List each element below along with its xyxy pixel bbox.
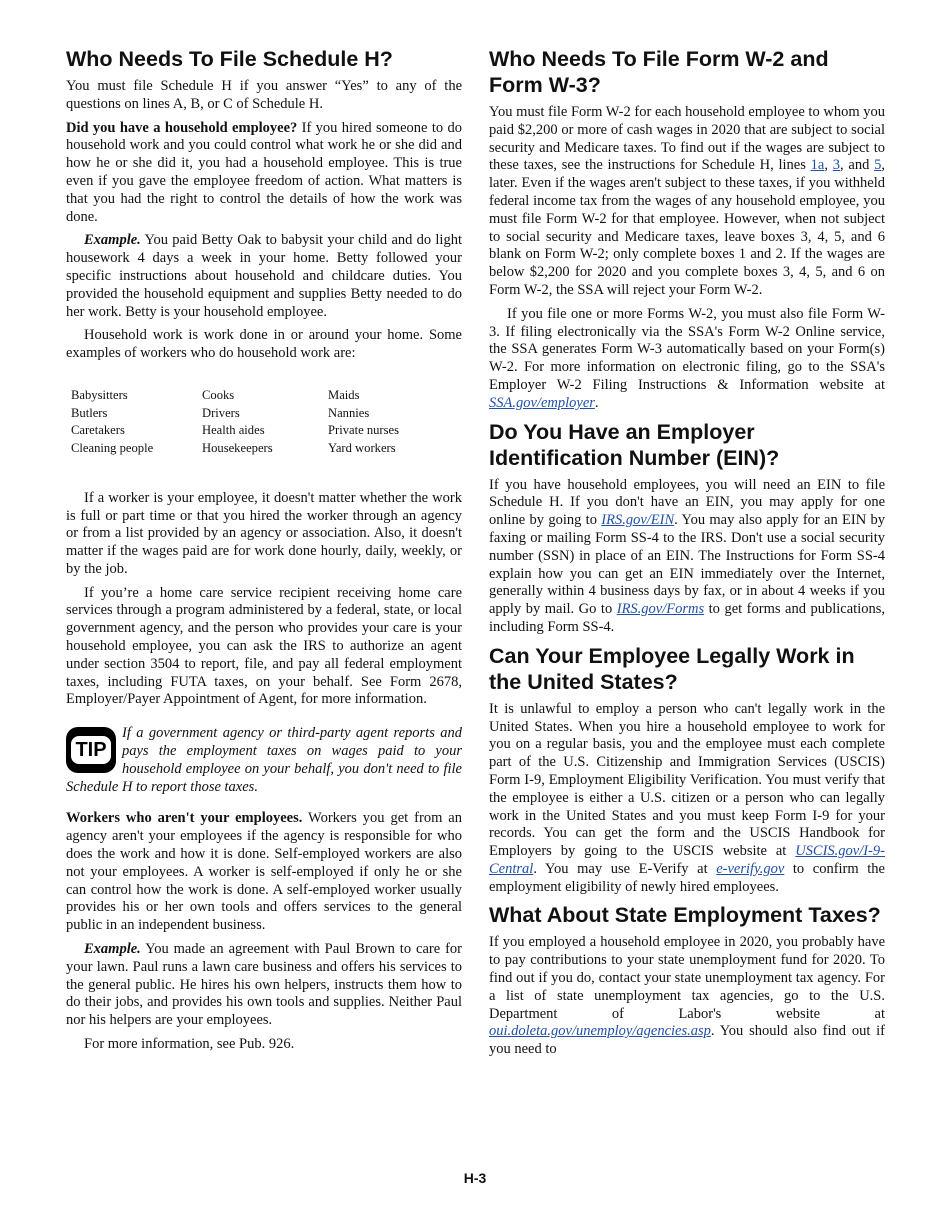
text-run: to confirm the employment eligibility of newly hired employees. xyxy=(489,860,885,895)
text-run: If you file one or more Forms W-2, you must also file Form W-3. If filing electronically via the SSA's Form W-2 Online service, the SSA generates Form W-3 automatically based on your Form(s) W-2. For more information on electronic filing, go to the SSA's Employer W-2 Filing Instructions & Information website at xyxy=(489,305,885,393)
table-row xyxy=(66,424,399,442)
table-cell: Cooks xyxy=(202,387,235,402)
link-ssa-employer[interactable]: SSA.gov/employer xyxy=(489,394,595,411)
text-run: If you have household employees, you will need an EIN to file Schedule H. If you don't have an EIN, you may apply for one online by going to xyxy=(489,476,885,529)
heading-who-needs-schedule-h: Who Needs To File Schedule H? xyxy=(66,47,393,71)
text-run: to get forms and publications, including Form SS-4. xyxy=(489,601,885,635)
table-cell: Caretakers xyxy=(71,423,125,438)
example-text: You paid Betty Oak to babysit your child and do light housework 4 days a week in your home. Betty followed your specific instructions about household and childcare duties. You provided the household equipment and supplies Betty needed to do her work. Betty is your household employee. xyxy=(66,232,462,320)
heading-w2-w3: Who Needs To File Form W-2 and Form W-3? xyxy=(489,47,829,97)
heading-state-taxes: What About State Employment Taxes? xyxy=(489,903,881,928)
link-line-3[interactable]: 3 xyxy=(832,157,840,174)
table-cell: Maids xyxy=(328,387,360,402)
paragraph-text: If you hired someone to do household work and you could control what work he or she did and how he or she did it, you had a household employee. This is true even if you gave the employee freedom of action. What matters is that you had the right to control the details of how the work was done. xyxy=(66,119,462,225)
table-row xyxy=(66,407,399,425)
table-cell: Drivers xyxy=(202,405,240,420)
text-run: , xyxy=(824,157,833,174)
paragraph-more-info: For more information, see Pub. 926. xyxy=(84,1036,295,1053)
link-irs-ein[interactable]: IRS.gov/EIN xyxy=(601,512,675,529)
page-number: H-3 xyxy=(463,1170,487,1186)
example-text: You made an agreement with Paul Brown to care for your lawn. Paul runs a lawn care business and offers his services to the general public. He hires his own helpers, instructs them how to do their jobs, and provides his own tools and supplies. Neither Paul nor his helpers are your employees. xyxy=(66,941,462,1029)
text-run: , later. Even if the wages aren't subject to these taxes, if you withheld federal income tax from the wages of any household employee, you must file Form W-2 for that employee. However, when not subject to social security and Medicare taxes, leave boxes 3, 4, 5, and 6 blank on Form W-2; only complete boxes 1 and 2. If the wages are below $2,200 for 2020 and you complete boxes 3, 4, 5, and 6 on Form W-2, the SSA will reject your Form W-2. xyxy=(489,157,885,298)
table-cell: Private nurses xyxy=(328,423,399,438)
paragraph-household-work: Household work is work done in or around your home. Some examples of workers who do household work are: xyxy=(66,327,462,362)
paragraph-must-file: You must file Schedule H if you answer “Yes” to any of the questions on lines A, B, or C of Schedule H. xyxy=(66,78,462,112)
left-column xyxy=(66,46,462,1060)
text-run: If you employed a household employee in 2020, you probably have to pay contributions to your state unemployment fund for 2020. To find out if you do, contact your state unemployment tax agency. For a list of state unemployment tax agencies, go to the U.S. Department of Labor's website at xyxy=(489,934,885,1022)
table-cell: Health aides xyxy=(202,423,265,438)
text-run: You must file Form W-2 for each household employee to whom you paid $2,200 or more of cash wages in 2020 that are subject to social security and Medicare taxes. To find out if the wages are subject to these taxes, see the instructions for Schedule H, lines xyxy=(489,104,885,174)
heading-legally-work: Can Your Employee Legally Work in the United States? xyxy=(489,643,855,694)
tip-text: If a government agency or third-party agent reports and pays the employment taxes on wages paid to your household employee on your behalf, you don't need to file Schedule H to report those taxes. xyxy=(66,725,462,795)
text-run: . You should also find out if you need to xyxy=(489,1023,885,1058)
run-in-heading: Did you have a household employee? xyxy=(66,119,298,136)
link-line-1a[interactable]: 1a xyxy=(810,157,825,174)
run-in-heading: Workers who aren't your employees. xyxy=(66,810,303,827)
table-cell: Cleaning people xyxy=(71,441,154,456)
text-run: . You may also apply for an EIN by faxing or mailing Form SS-4 to the IRS. Don't use a social security number (SSN) in place of an EIN. The Instructions for Form SS-4 explain how you can get an EIN immediately over the Internet, generally within 4 business days by fax, or in about 4 weeks if you apply by mail. Go to xyxy=(489,512,885,618)
link-dol-agencies[interactable]: oui.doleta.gov/unemploy/agencies.asp xyxy=(489,1023,711,1040)
link-line-5[interactable]: 5 xyxy=(874,157,882,174)
text-run: . xyxy=(594,394,599,411)
link-irs-forms[interactable]: IRS.gov/Forms xyxy=(616,601,705,618)
example-paul xyxy=(66,941,462,1030)
link-uscis[interactable]: USCIS.gov/I-9-Central xyxy=(489,843,885,877)
heading-ein: Do You Have an Employer Identification Number (EIN)? xyxy=(489,419,780,470)
example-label: Example. xyxy=(84,232,141,249)
paragraph-home-care: If you’re a home care service recipient receiving home care services through a program administered by a federal, state, or local government agency, and the person who provides your care is your household employee, you can ask the IRS to authorize an agent under section 3504 to report, file, and pay all federal employment taxes, including FUTA taxes, on your behalf. See Form 2678, Employer/Payer Appointment of Agent, for more information. xyxy=(66,584,462,708)
text-run: , and xyxy=(840,157,875,174)
paragraph-w3 xyxy=(489,306,885,413)
paragraph-text: Workers you get from an agency aren't your employees if the agency is responsible for who does the work and how it is done. Self-employed workers are also not your employees. A worker is self-employed if only he or she can control how the work is done. A self-employed worker usually provides his or her own tools and offers services to the general public in an independent business. xyxy=(66,810,462,934)
tip-box xyxy=(66,725,462,796)
right-column xyxy=(489,46,885,1065)
text-run: . You may use E-Verify at xyxy=(533,860,717,877)
table-cell: Butlers xyxy=(71,405,108,420)
link-e-verify[interactable]: e-verify.gov xyxy=(716,860,785,877)
table-row xyxy=(66,389,399,407)
paragraph-state-taxes xyxy=(489,934,885,1059)
tip-label: TIP xyxy=(71,736,110,764)
paragraph-full-or-part-time: If a worker is your employee, it doesn't matter whether the work is full or part time or that you hired the worker through an agency or from a list provided by an agency or association. Also, it doesn't matter if the wages paid are for work done hourly, daily, weekly, or by the job. xyxy=(66,489,462,577)
paragraph-workers-not-employees xyxy=(66,810,462,935)
table-row xyxy=(66,442,399,460)
table-cell: Nannies xyxy=(328,405,370,420)
household-workers-table xyxy=(66,389,399,460)
table-cell: Housekeepers xyxy=(202,441,273,456)
paragraph-w2-requirements xyxy=(489,104,885,300)
text-run: It is unlawful to employ a person who can't legally work in the United States. When you hire a household employee to work for you on a regular basis, you and the employee must each complete part of the U.S. Citizenship and Immigration Services (USCIS) Form I-9, Employment Eligibility Verification. You must verify that the employee is either a U.S. citizen or a person who can legally work in the United States and you must keep Form I-9 for your records. You can get the form and the USCIS Handbook for Employers by going to the USCIS website at xyxy=(489,700,885,860)
tip-icon xyxy=(66,727,116,773)
example-label: Example. xyxy=(84,941,141,958)
paragraph-household-employee xyxy=(66,120,462,227)
table-cell: Babysitters xyxy=(71,387,128,402)
paragraph-ein xyxy=(489,477,885,637)
table-cell: Yard workers xyxy=(328,441,396,456)
paragraph-i9 xyxy=(489,701,885,897)
example-betty xyxy=(66,232,462,321)
